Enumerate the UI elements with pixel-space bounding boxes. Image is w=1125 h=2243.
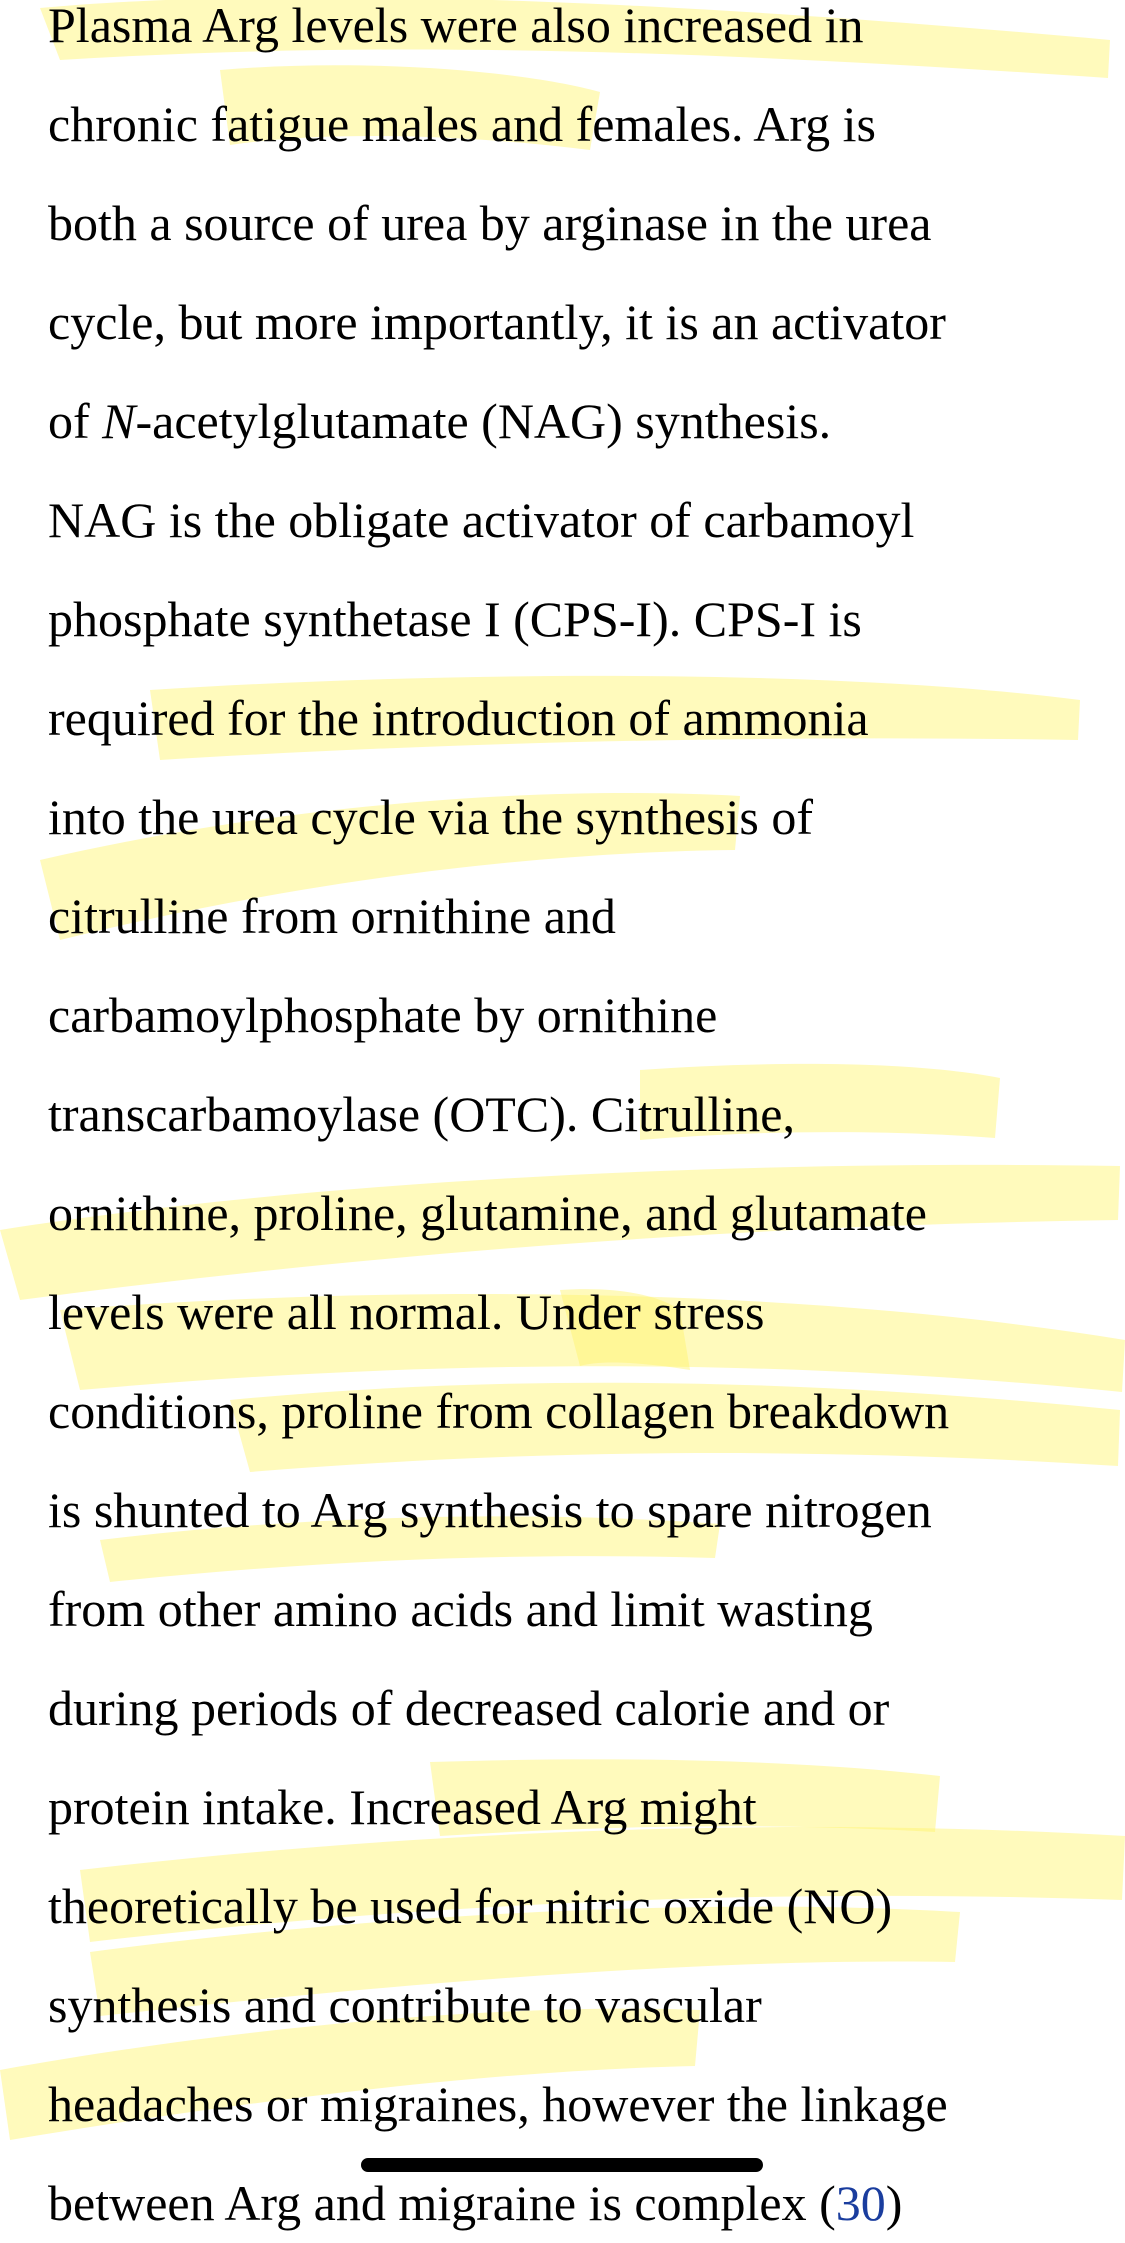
text-line: conditions, proline from collagen breakdown: [48, 1383, 950, 1439]
text-line: chronic fatigue males and females. Arg is: [48, 96, 876, 152]
text-line: is shunted to Arg synthesis to spare nitrogen: [48, 1482, 932, 1538]
text-line: into the urea cycle via the synthesis of: [48, 789, 814, 845]
text-line: protein intake. Increased Arg might: [48, 1779, 757, 1835]
italic-symbol: N: [102, 393, 136, 449]
text-fragment: -acetylglutamate (NAG) synthesis.: [135, 393, 832, 449]
text-line: carbamoylphosphate by ornithine: [48, 987, 718, 1043]
text-line: theoretically be used for nitric oxide (NO): [48, 1878, 893, 1934]
text-line: during periods of decreased calorie and or: [48, 1680, 890, 1736]
text-fragment: between Arg and migraine is complex (: [48, 2175, 836, 2231]
text-line: required for the introduction of ammonia: [48, 690, 869, 746]
text-line: synthesis and contribute to vascular: [48, 1977, 762, 2033]
text-line: from other amino acids and limit wasting: [48, 1581, 873, 1637]
text-line: [48, 2163, 902, 2243]
home-indicator[interactable]: [361, 2158, 763, 2172]
text-line: phosphate synthetase I (CPS-I). CPS-I is: [48, 591, 862, 647]
text-line: [48, 381, 831, 461]
text-line: ornithine, proline, glutamine, and glutamate: [48, 1185, 927, 1241]
text-line: citrulline from ornithine and: [48, 888, 616, 944]
text-fragment: of: [48, 393, 103, 449]
reference-link[interactable]: 30: [835, 2175, 886, 2231]
text-line: headaches or migraines, however the linkage: [48, 2076, 948, 2132]
text-line: both a source of urea by arginase in the urea: [48, 195, 932, 251]
text-line: levels were all normal. Under stress: [48, 1284, 765, 1340]
text-line: cycle, but more importantly, it is an activator: [48, 294, 946, 350]
text-line: NAG is the obligate activator of carbamoyl: [48, 492, 915, 548]
text-fragment: ): [885, 2175, 903, 2231]
text-line: transcarbamoylase (OTC). Citrulline,: [48, 1086, 795, 1142]
text-line: Plasma Arg levels were also increased in: [48, 0, 864, 53]
